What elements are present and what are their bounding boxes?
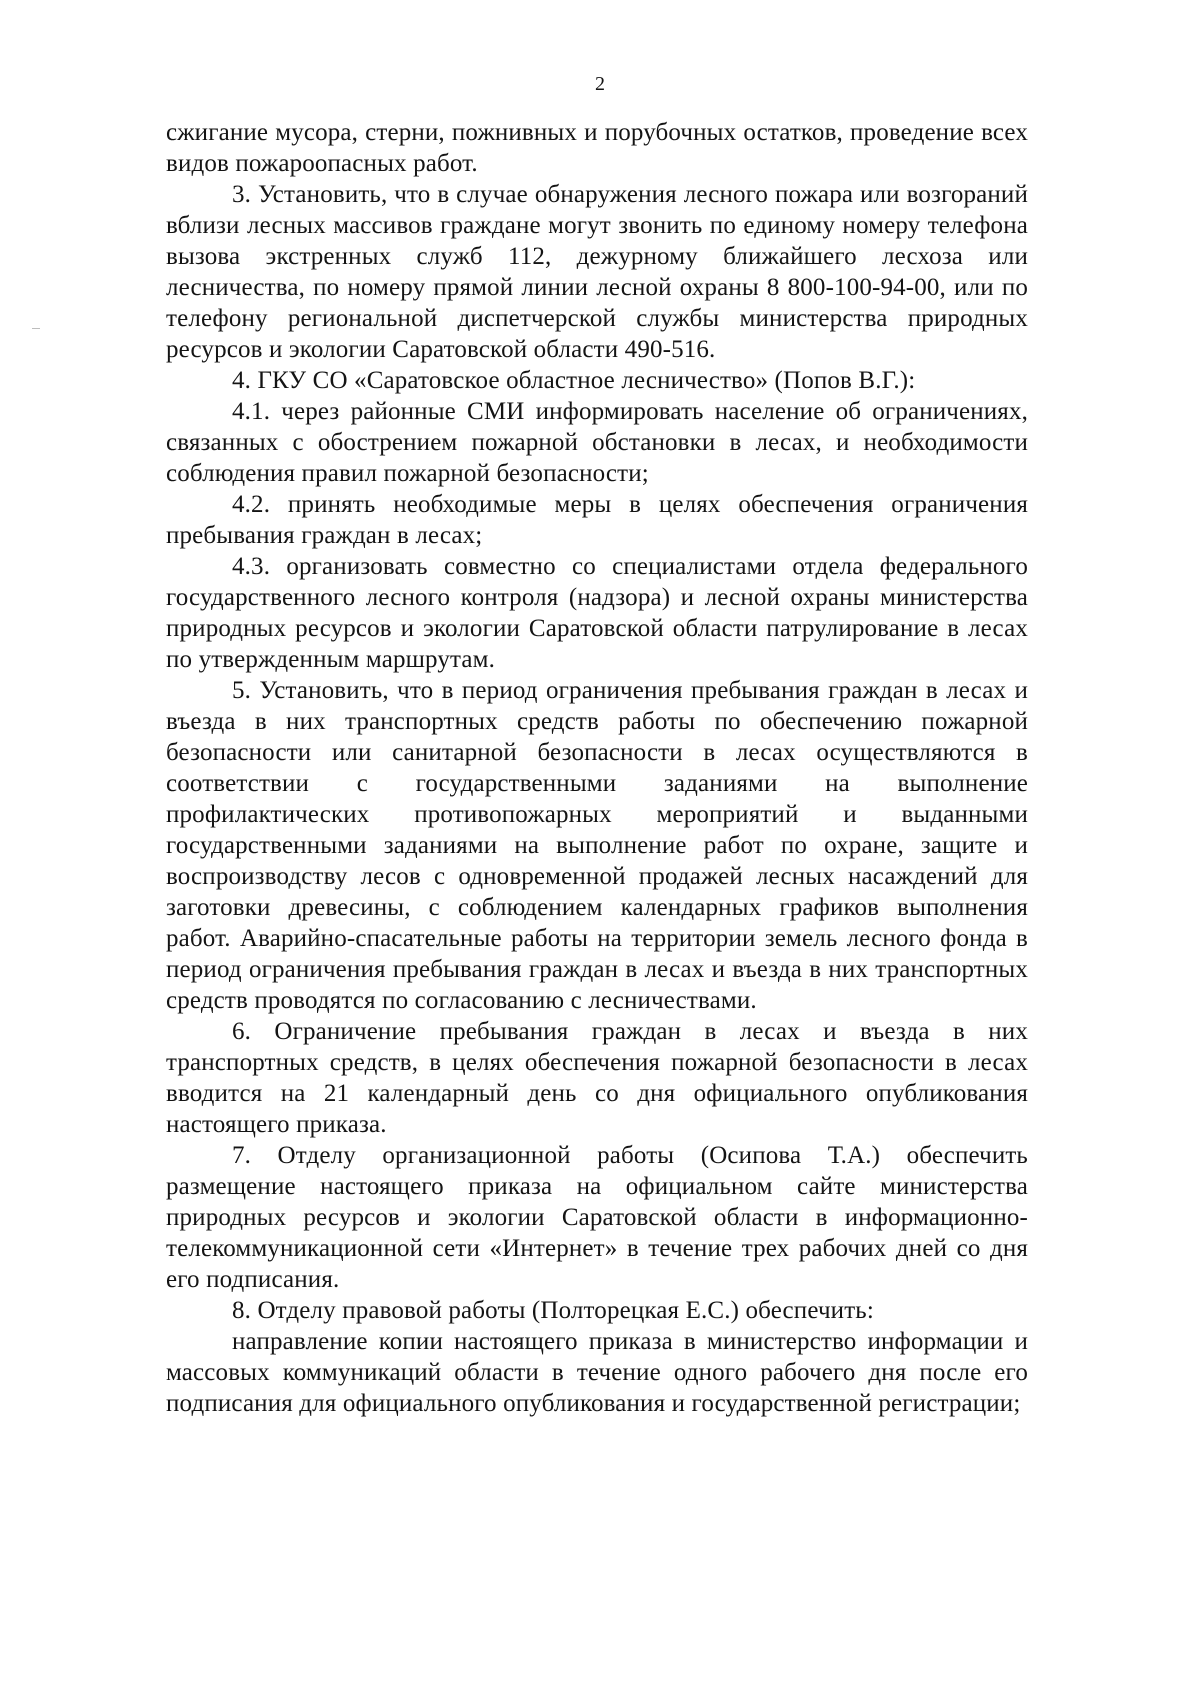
page-number: 2 [595,73,605,95]
paragraph-continuation: сжигание мусора, стерни, пожнивных и порубочных остатков, проведение всех видов пожароопасных работ. [166,119,1028,177]
paragraph-item-4-3: 4.3. организовать совместно со специалистами отдела федерального государственного лесного контроля (надзора) и лесной охраны министерства природных ресурсов и экологии Саратовской области патрулирование в лесах по утвержденным маршрутам. [166,553,1028,673]
document-body [166,117,1028,1419]
scan-artifact-mark [32,328,40,329]
paragraph-item-8-subitem: направление копии настоящего приказа в министерство информации и массовых коммуникаций области в течение одного рабочего дня после его подписания для официального опубликования и государственной регистрации; [166,1328,1028,1417]
paragraph-item-4-2: 4.2. принять необходимые меры в целях обеспечения ограничения пребывания граждан в лесах; [166,491,1028,549]
paragraph-item-4: 4. ГКУ СО «Саратовское областное лесничество» (Попов В.Г.): [232,367,916,394]
paragraph-item-6: 6. Ограничение пребывания граждан в лесах и въезда в них транспортных средств, в целях обеспечения пожарной безопасности в лесах вводится на 21 календарный день со дня официального опубликования настоящего приказа. [166,1018,1028,1138]
paragraph-item-7: 7. Отделу организационной работы (Осипова Т.А.) обеспечить размещение настоящего приказа на официальном сайте министерства природных ресурсов и экологии Саратовской области в информационно-телекоммуникационной сети «Интернет» в течение трех рабочих дней со дня его подписания. [166,1142,1028,1293]
paragraph-item-5: 5. Установить, что в период ограничения пребывания граждан в лесах и въезда в них транспортных средств работы по обеспечению пожарной безопасности или санитарной безопасности в лесах осуществляются в соответствии с государственными заданиями на выполнение профилактических противопожарных мероприятий и выданными государственными заданиями на выполнение работ по охране, защите и воспроизводству лесов с одновременной продажей лесных насаждений для заготовки древесины, с соблюдением календарных графиков выполнения работ. Аварийно-спасательные работы на территории земель лесного фонда в период ограничения пребывания граждан в лесах и въезда в них транспортных средств проводятся по согласованию с лесничествами. [166,677,1028,1014]
paragraph-item-8: 8. Отделу правовой работы (Полторецкая Е.С.) обеспечить: [232,1297,874,1324]
paragraph-item-3: 3. Установить, что в случае обнаружения лесного пожара или возгораний вблизи лесных массивов граждане могут звонить по единому номеру телефона вызова экстренных служб 112, дежурному ближайшего лесхоза или лесничества, по номеру прямой линии лесной охраны 8 800-100-94-00, или по телефону региональной диспетчерской службы министерства природных ресурсов и экологии Саратовской области 490-516. [166,181,1028,363]
paragraph-item-4-1: 4.1. через районные СМИ информировать население об ограничениях, связанных с обострением пожарной обстановки в лесах, и необходимости соблюдения правил пожарной безопасности; [166,398,1028,487]
